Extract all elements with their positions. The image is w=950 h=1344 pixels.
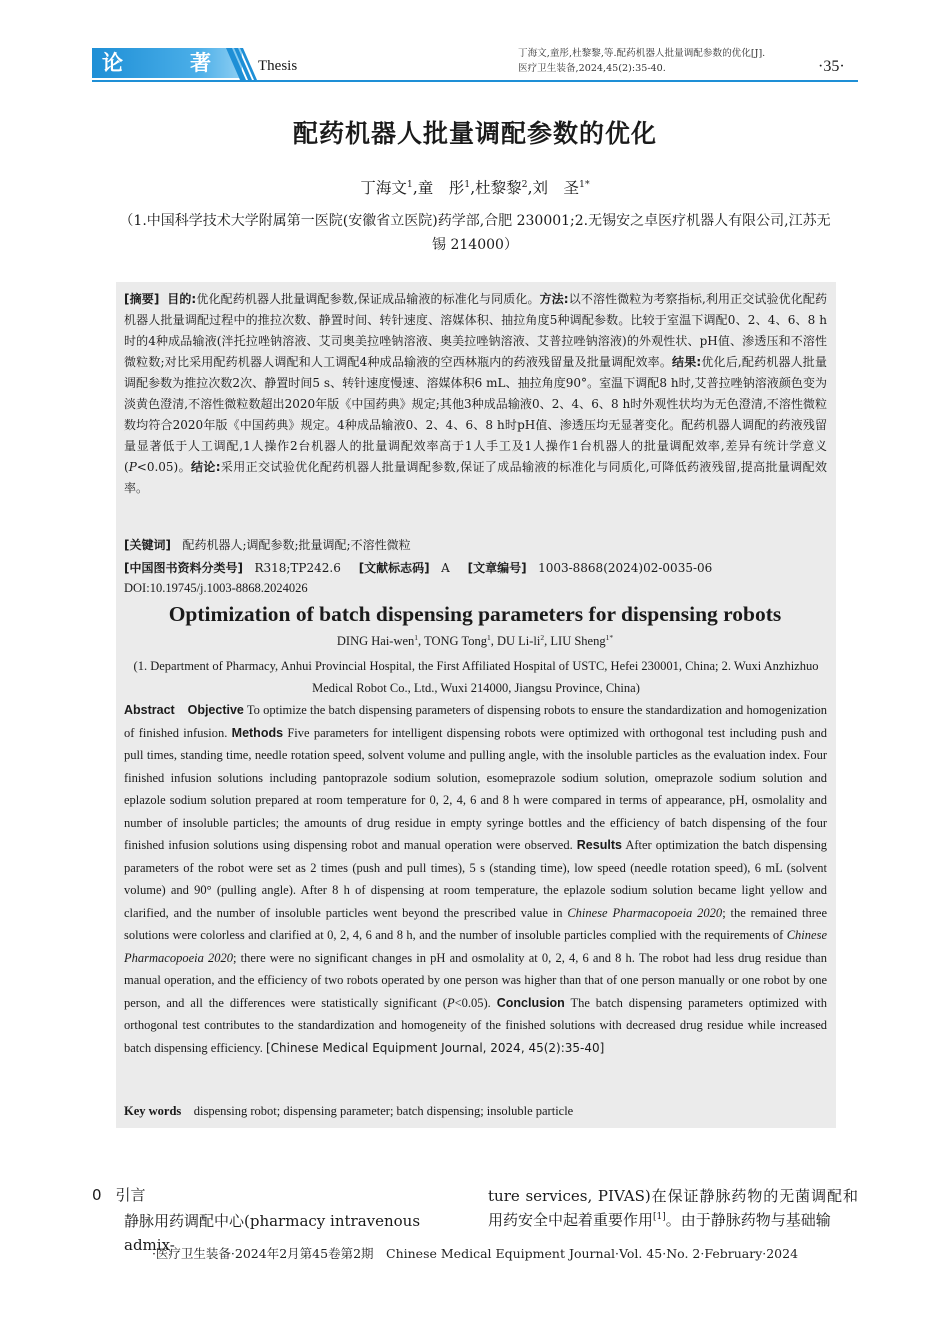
methods-cn-label: 方法:: [539, 292, 569, 306]
title-cn: 配药机器人批量调配参数的优化: [292, 119, 657, 148]
author-en-2: TONG Tong: [424, 634, 487, 648]
author-en-3: DU Li-li: [496, 634, 541, 648]
author-en-2-sup: 1: [486, 632, 491, 642]
page-number: ·35·: [818, 58, 845, 75]
author-en-4: LIU Sheng: [550, 634, 606, 648]
intro-number: 0: [92, 1186, 102, 1204]
page-footer: ·医疗卫生装备·2024年2月第45卷第2期 Chinese Medical Equipment Journal·Vol. 45·No. 2·February·2024: [151, 1246, 799, 1261]
authors-cn: 丁海文$^1$,童 彤$^1$,杜黎黎$^2$,刘 圣$^{1*}$: [360, 178, 590, 197]
author-en-1-sup: 1: [414, 632, 419, 642]
author-en-4-sup: 1*: [605, 632, 614, 642]
results-en-b: ; the remained three solutions were colorless and clarified at 0, 2, 4, 6 and 8 h, and the number of insoluble particles complied with the requirements of: [124, 905, 828, 942]
results-en-d: <0.05).: [454, 995, 491, 1010]
authors-en: DING Hai-wen$^1$, TONG Tong$^1$, DU $Li-li^2$, LIU Sheng$^{1*}$: [336, 632, 614, 648]
author-4: 刘 圣: [532, 179, 580, 197]
section-badge-char-1: 论: [102, 51, 123, 75]
author-2-sup: 1: [464, 178, 471, 190]
section-badge-char-2: 著: [190, 51, 211, 75]
author-en-1: DING Hai-wen: [336, 634, 415, 648]
results-en-book-1: Chinese Pharmacopoeia 2020: [567, 905, 723, 920]
intro-right-text-2: 。由于静脉药物与基础输: [665, 1211, 831, 1229]
results-en-label: Results: [576, 838, 622, 852]
results-cn-p: P: [128, 460, 137, 474]
section-badge: [92, 48, 242, 78]
intro-left-column: 静脉用药调配中心(pharmacy intravenous admix-: [124, 1212, 421, 1254]
methods-cn: 以不溶性微粒为考察指标,利用正交试验优化配药机器人批量调配过程中的推拉次数、静置时间、转针速度、溶媒体积、抽拉角度5种调配参数。比较于室温下调配0、2、4、6、8 h时的4种成品输液(泮托拉唑钠溶液、艾司奥美拉唑钠溶液、奥美拉唑钠溶液、艾普拉唑钠溶液)的外观性状、pH值、渗透压和不溶性微粒数;对比采用配药机器人调配和人工调配4种成品输液的空西林瓶内的药液残留量及批量调配效率。: [124, 292, 827, 369]
objective-cn-label: 目的:: [167, 292, 197, 306]
methods-en: Five parameters for intelligent dispensing robots were optimized with orthogonal test including push and pull times, standing time, needle rotation speed, solvent volume and pulling angle, with the insoluble particles as the evaluation index. Four finished infusion solutions including pantoprazole sodium solution, esomeprazole sodium solution, omeprazole sodium solution and eplazole sodium solution prepared at room temperature for 0, 2, 4, 6 and 8 h were compared in terms of appearance, pH, osmolality and number of insoluble particles; the amounts of drug residue in empty syringe bottles and the efficiency of batch dispensing of the four finished infusion solutions using dispensing robot and manual operation were observed.: [124, 725, 827, 852]
doc-code-value: A: [441, 561, 450, 575]
doc-code-label: [文献标志码]: [358, 561, 430, 575]
journal-reference: [Chinese Medical Equipment Journal, 2024, 45(2):35-40]: [265, 1040, 605, 1055]
affiliation-en: (1. Department of Pharmacy, Anhui Provincial Hospital, the First Affiliated Hospital of USTC, Hefei 230001, China; 2. Wuxi Anzhizhuo Medical Robot Co., Ltd., Wuxi 214000, Jiangsu Province, China): [133, 659, 819, 695]
objective-en-label: Objective: [187, 703, 244, 717]
author-3: 杜黎黎: [475, 179, 522, 197]
clc-value: R318;TP242.6: [254, 561, 341, 575]
intro-right-text: ture services, PIVAS)在保证静脉药物的无菌调配和用药安全中起着重要作用: [488, 1187, 858, 1229]
affiliation-cn: （1.中国科学技术大学附属第一医院(安徽省立医院)药学部,合肥 230001;2.无锡安之卓医疗机器人有限公司,江苏无锡 214000）: [119, 213, 831, 253]
citation-line-2: 医疗卫生装备,2024,45(2):35-40.: [518, 63, 666, 74]
doi: DOI:10.19745/j.1003-8868.2024026: [124, 581, 308, 595]
conclusion-cn: 采用正交试验优化配药机器人批量调配参数,保证了成品输液的标准化与同质化,可降低药液残留,提高批量调配效率。: [124, 460, 827, 495]
abstract-cn: [124, 289, 827, 499]
keywords-en-text: dispensing robot; dispensing parameter; batch dispensing; insoluble particle: [193, 1104, 574, 1118]
keywords-cn: [124, 535, 827, 556]
intro-heading: [92, 1184, 146, 1205]
results-cn: 优化后,配药机器人批量调配参数为推拉次数2次、静置时间5 s、转针速度慢速、溶媒体积6 mL、抽拉角度90°。室温下调配8 h时,艾普拉唑钠溶液颜色变为淡黄色澄清,不溶性微粒数超出2020年版《中国药典》规定;其他3种成品输液0、2、4、6、8 h时外观性状均为无色澄清,不溶性微粒数均符合2020年版《中国药典》规定。4种成品输液0、2、4、6、8 h时pH值、渗透压均无显著变化。配药机器人调配的药液残留量显著低于人工调配,1人操作2台机器人的批量调配效率高于1人手工及1人操作1台机器人的批量调配效率,差异有统计学意义(: [124, 355, 827, 474]
section-label: Thesis: [258, 58, 298, 74]
intro-ref-1: [1]: [653, 1212, 666, 1222]
conclusion-en: The batch dispensing parameters optimized with orthogonal test contributes to the standardization and homogeneity of the finished solutions with decreased drug residue while increased batch dispensing efficiency.: [124, 995, 828, 1055]
results-en-a: After optimization the batch dispensing parameters of the robot were set as 2 times (push and pull times), 5 s (standing time), low speed (needle rotation speed), 6 mL (solvent volume) and 90° (pulling angle). After 8 h of dispensing at room temperature, the eplazole sodium solution became light yellow and clarified, and the number of insoluble particles went beyond the prescribed value in: [124, 838, 828, 920]
keywords-en: [124, 1104, 827, 1119]
conclusion-en-label: Conclusion: [496, 995, 565, 1010]
classification-line: [124, 558, 827, 579]
methods-en-label: Methods: [231, 725, 284, 740]
keywords-en-label: Key words: [124, 1104, 182, 1118]
abstract-en: [124, 699, 827, 1059]
citation-line-1: 丁海文,童彤,杜黎黎,等.配药机器人批量调配参数的优化[J].: [518, 48, 766, 59]
conclusion-cn-label: 结论:: [190, 460, 221, 474]
intro-title: 引言: [115, 1186, 146, 1204]
author-4-sup: 1*: [579, 178, 590, 190]
article-no-label: [文章编号]: [467, 561, 527, 575]
author-1: 丁海文: [360, 179, 407, 197]
article-no-value: 1003-8868(2024)02-0035-06: [538, 561, 713, 575]
citation-header: [518, 46, 818, 76]
stripes-icon: [226, 48, 260, 80]
results-cn-end: <0.05)。: [136, 460, 191, 474]
abstract-cn-label: [摘要]: [124, 292, 160, 306]
keywords-cn-label: [关键词]: [124, 538, 171, 552]
objective-en: To optimize the batch dispensing parameters of dispensing robots to ensure the standardization and homogenization of finished infusion.: [124, 703, 828, 740]
title-en: Optimization of batch dispensing parameters for dispensing robots: [168, 602, 782, 626]
results-en-book-2: Chinese Pharmacopoeia 2020: [124, 928, 827, 965]
clc-label: [中国图书资料分类号]: [124, 561, 243, 575]
results-cn-label: 结果:: [672, 355, 702, 369]
objective-cn: 优化配药机器人批量调配参数,保证成品输液的标准化与同质化。: [196, 292, 540, 306]
intro-right-column: [488, 1184, 858, 1232]
results-en-c: ; there were no significant changes in pH and osmolality at 0, 2, 4, 6 and 8 h. The robot had less drug residue than manual operation, and the efficiency of two robots operated by one person was higher than that of one person manually or one robot by one person, and all the differences were statistically significant (: [124, 950, 827, 1010]
author-1-sup: 1: [406, 178, 413, 190]
author-2: 童 彤: [417, 179, 465, 197]
results-en-p: P: [446, 995, 455, 1010]
author-en-3-sup: 2: [540, 632, 545, 642]
author-3-sup: 2: [521, 178, 528, 190]
keywords-cn-text: 配药机器人;调配参数;批量调配;不溶性微粒: [182, 538, 411, 552]
header-rule: [92, 80, 858, 82]
abstract-en-label: Abstract: [124, 703, 175, 717]
